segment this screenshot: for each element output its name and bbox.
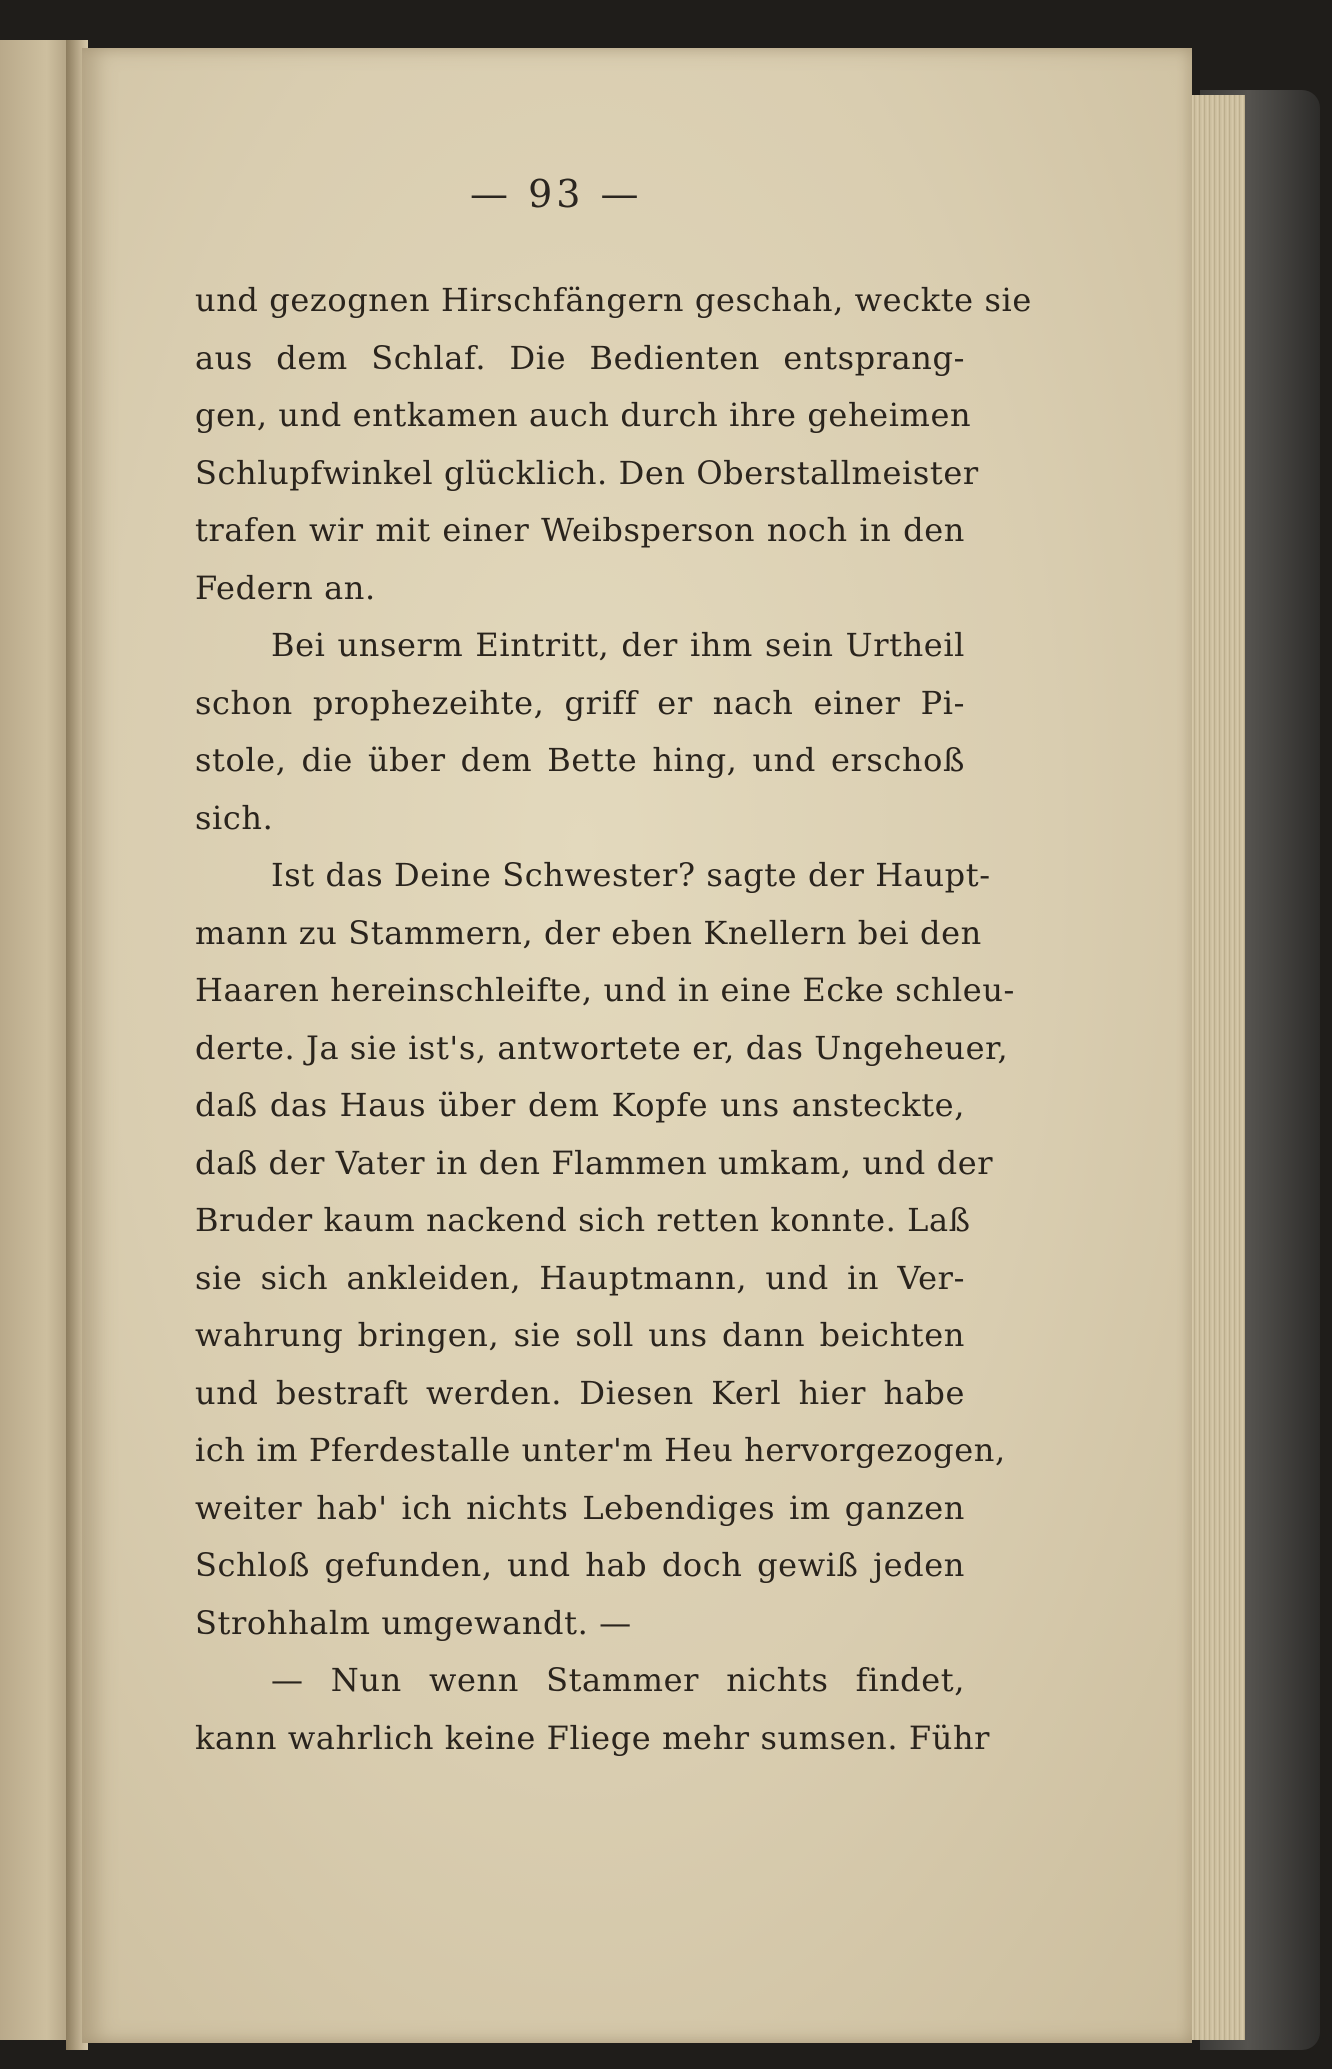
page-text [195,272,1032,1767]
text-line: mann zu Stammern, der eben Knellern bei den [195,913,982,952]
text-line: und gezognen Hirschfängern geschah, weckte sie [195,281,1032,319]
text-line: ich im Pferdestalle unter'm Heu hervorgezogen, [195,1431,1006,1469]
text-line: schon prophezeihte, griff er nach einer Pi- [195,683,965,722]
text-line: Schlupfwinkel glücklich. Den Oberstallmeister [195,453,979,492]
text-line: wahrung bringen, sie soll uns dann beichten [195,1316,965,1354]
text-line: weiter hab' ich nichts Lebendiges im ganzen [195,1488,965,1527]
text-line: gen, und entkamen auch durch ihre geheimen [195,396,972,434]
text-line: Strohhalm umgewandt. — [195,1603,632,1642]
page-edges [1185,95,1245,2040]
text-line: Haaren hereinschleifte, und in eine Ecke schleu- [195,971,1015,1009]
text-line: trafen wir mit einer Weibsperson noch in den [195,511,965,549]
text-line: kann wahrlich keine Fliege mehr sumsen. Führ [195,1718,991,1757]
paragraph-4 [195,1652,991,1767]
paragraph-3 [195,847,1015,1652]
text-line: daß der Vater in den Flammen umkam, und der [195,1143,994,1182]
text-line: daß das Haus über dem Kopfe uns ansteckte, [195,1086,965,1124]
text-line: Bruder kaum nackend sich retten konnte. Laß [195,1201,971,1239]
text-line: — Nun wenn Stammer nichts findet, [271,1661,965,1699]
text-line: aus dem Schlaf. Die Bedienten entsprang- [195,338,965,377]
text-line: und bestraft werden. Diesen Kerl hier habe [195,1373,965,1412]
paragraph-2 [195,617,965,847]
text-line: sie sich ankleiden, Hauptmann, und in Ver- [195,1258,965,1297]
text-line: Federn an. [195,568,376,607]
page-number: — 93 — [470,172,643,216]
text-line: sich. [195,798,274,837]
text-line: Schloß gefunden, und hab doch gewiß jeden [195,1546,965,1584]
text-line: stole, die über dem Bette hing, und erschoß [195,741,965,779]
text-line: Ist das Deine Schwester? sagte der Haupt- [271,856,991,894]
text-line: Bei unserm Eintritt, der ihm sein Urtheil [271,626,965,664]
text-line: derte. Ja sie ist's, antwortete er, das Ungeheuer, [195,1028,1009,1067]
paragraph-1 [195,272,1032,617]
